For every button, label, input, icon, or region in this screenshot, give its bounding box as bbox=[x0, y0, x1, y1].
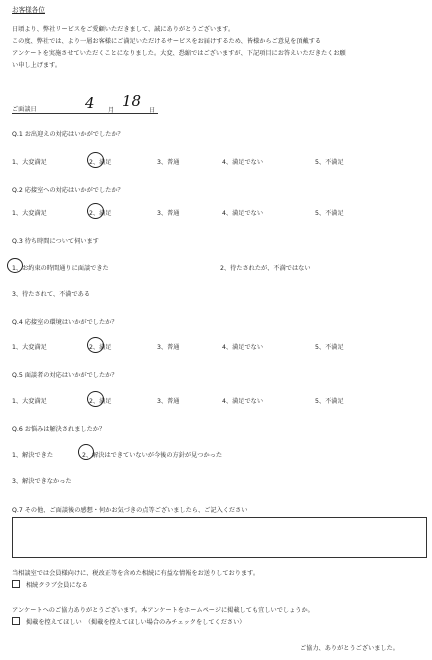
notice-1: 当相談室では会員様向けに、税改正等を含めた相続に有益な情報をお送りしております。 bbox=[12, 570, 260, 577]
q4-option-4[interactable]: 4、満足でない bbox=[222, 344, 264, 351]
q2-selected-circle bbox=[87, 203, 104, 219]
q4-option-1[interactable]: 1、大変満足 bbox=[12, 344, 47, 351]
q1-option-2[interactable]: 2、満足 bbox=[89, 159, 112, 166]
date-day-value[interactable]: 18 bbox=[122, 92, 142, 110]
date-label: ご面談日 bbox=[12, 106, 37, 113]
page-title: お客様各位 bbox=[12, 6, 45, 14]
q1-option-5[interactable]: 5、不満足 bbox=[315, 159, 344, 166]
intro-line-3: アンケートを実施させていただくことになりました。大変、恐縮ではございますが、下記項目にお答えいただきたくお願 bbox=[12, 50, 346, 57]
q3-selected-circle bbox=[7, 258, 23, 273]
date-month-value[interactable]: 4 bbox=[85, 94, 95, 112]
notice-2: アンケートへのご協力ありがとうございます。本アンケートをホームページに掲載しても宜しいでしょうか。 bbox=[12, 607, 314, 614]
q3-option-1[interactable]: 1、お約束の時間通りに面談できた bbox=[12, 265, 109, 272]
q4-option-5[interactable]: 5、不満足 bbox=[315, 344, 344, 351]
q2-option-2[interactable]: 2、満足 bbox=[89, 210, 112, 217]
q3-option-2[interactable]: 2、待たされたが、不満ではない bbox=[220, 265, 311, 272]
checkbox-club-member-label: 相続クラブ会員になる bbox=[26, 582, 88, 589]
q5-option-3[interactable]: 3、普通 bbox=[157, 398, 180, 405]
q4-selected-circle bbox=[87, 337, 104, 353]
q4-option-2[interactable]: 2、満足 bbox=[89, 344, 112, 351]
q2-option-3[interactable]: 3、普通 bbox=[157, 210, 180, 217]
checkbox-no-publish-label: 掲載を控えてほしい （掲載を控えてほしい場合のみチェックをしてください） bbox=[26, 619, 246, 626]
q1-option-3[interactable]: 3、普通 bbox=[157, 159, 180, 166]
q3-question: Q.3 待ち時間について伺います bbox=[12, 238, 99, 245]
q7-comment-box[interactable] bbox=[12, 517, 427, 558]
date-underline bbox=[12, 113, 158, 114]
q5-question: Q.5 面談者の対応はいかがでしたか？ bbox=[12, 372, 118, 379]
checkbox-no-publish[interactable] bbox=[12, 617, 20, 625]
intro-line-4: い申し上げます。 bbox=[12, 62, 62, 69]
q1-selected-circle bbox=[87, 152, 104, 168]
q6-selected-circle bbox=[78, 444, 94, 460]
q2-option-1[interactable]: 1、大変満足 bbox=[12, 210, 47, 217]
q2-question: Q.2 応接室への対応はいかがでしたか？ bbox=[12, 187, 124, 194]
q6-question: Q.6 お悩みは解決されましたか？ bbox=[12, 426, 106, 433]
q5-selected-circle bbox=[87, 391, 104, 407]
q6-option-3[interactable]: 3、解決できなかった bbox=[12, 478, 72, 485]
q5-option-5[interactable]: 5、不満足 bbox=[315, 398, 344, 405]
q1-option-1[interactable]: 1、大変満足 bbox=[12, 159, 47, 166]
date-month-unit: 月 bbox=[108, 107, 115, 114]
q5-option-1[interactable]: 1、大変満足 bbox=[12, 398, 47, 405]
q7-question: Q.7 その他、ご面談後の感想・何かお気づきの点等ございましたら、ご記入ください bbox=[12, 507, 248, 514]
q5-option-2[interactable]: 2、満足 bbox=[89, 398, 112, 405]
q5-option-4[interactable]: 4、満足でない bbox=[222, 398, 264, 405]
q2-option-5[interactable]: 5、不満足 bbox=[315, 210, 344, 217]
date-day-unit: 日 bbox=[149, 107, 156, 114]
q4-question: Q.4 応接室の環境はいかがでしたか？ bbox=[12, 319, 118, 326]
q6-option-1[interactable]: 1、解決できた bbox=[12, 452, 54, 459]
q1-question: Q.1 お出迎えの対応はいかがでしたか？ bbox=[12, 131, 124, 138]
intro-line-1: 日頃より、弊社リービスをご愛顧いただきまして、誠にありがとうございます。 bbox=[12, 26, 235, 33]
q1-option-4[interactable]: 4、満足でない bbox=[222, 159, 264, 166]
q2-option-4[interactable]: 4、満足でない bbox=[222, 210, 264, 217]
thanks-text: ご協力、ありがとうございました。 bbox=[300, 645, 399, 652]
q3-option-3[interactable]: 3、待たされて、不満である bbox=[12, 291, 91, 298]
q4-option-3[interactable]: 3、普通 bbox=[157, 344, 180, 351]
q6-option-2[interactable]: 2、解決はできていないが今後の方針が見つかった bbox=[82, 452, 223, 459]
intro-line-2: この度、弊社では、より一層お客様にご満足いただけるサービスをお届けするため、皆様からご意見を頂戴する bbox=[12, 38, 322, 45]
checkbox-club-member[interactable] bbox=[12, 580, 20, 588]
